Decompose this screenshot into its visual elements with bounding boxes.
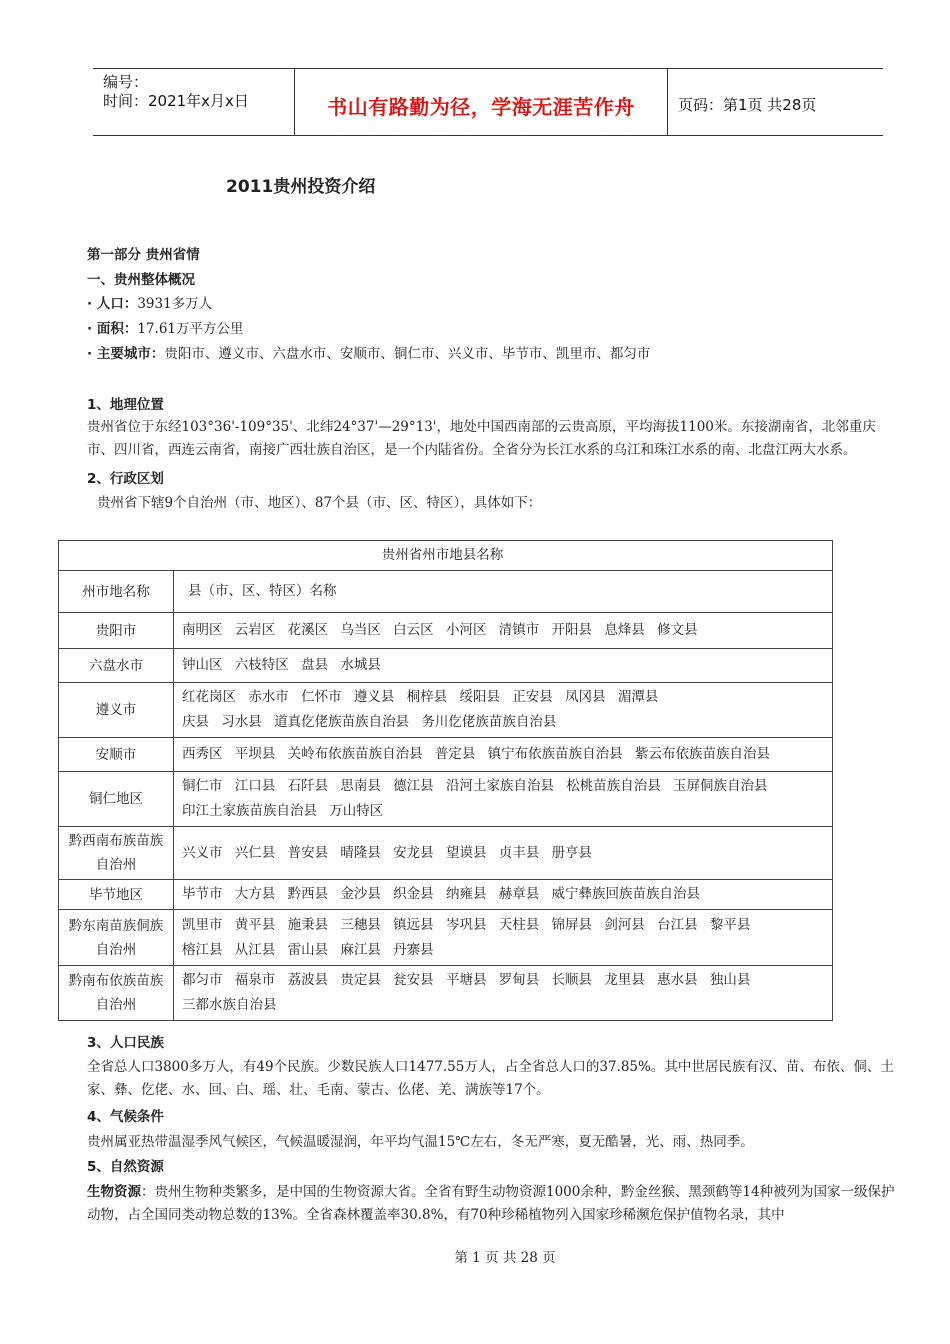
page-header	[93, 68, 883, 136]
county-line: 红花岗区 赤水市 仁怀市 遵义县 桐梓县 绥阳县 正安县 凤冈县 湄潭县	[182, 689, 659, 705]
geography-heading: 1、地理位置	[87, 397, 164, 413]
table-row	[59, 772, 833, 827]
county-line: 都匀市 福泉市 荔波县 贵定县 瓮安县 平塘县 罗甸县 长顺县 龙里县 惠水县 独山县	[182, 972, 751, 988]
region-counties	[174, 683, 833, 738]
region-counties	[174, 649, 833, 683]
resources-heading: 5、自然资源	[87, 1159, 164, 1175]
region-name: 黔西南布族苗族自治州	[59, 827, 174, 880]
county-line: 毕节市 大方县 黔西县 金沙县 织金县 纳雍县 赫章县 威宁彝族回族苗族自治县	[182, 886, 701, 902]
climate-text: 贵州属亚热带温湿季风气候区，气候温暖湿润，年平均气温15℃左右，冬无严寒，夏无酷暑，光、雨、热同季。	[87, 1134, 754, 1150]
region-counties	[174, 738, 833, 772]
cities-value: 贵阳市、遵义市、六盘水市、安顺市、铜仁市、兴义市、毕节市、凯里市、都匀市	[164, 346, 651, 362]
table-row	[59, 966, 833, 1021]
county-line: 凯里市 黄平县 施秉县 三穗县 镇远县 岑巩县 天柱县 锦屏县 剑河县 台江县 黎平县	[182, 916, 751, 933]
region-name: 贵阳市	[59, 613, 174, 649]
area-value: 17.61万平方公里	[137, 321, 244, 337]
region-name: 遵义市	[59, 683, 174, 738]
region-name: 铜仁地区	[59, 772, 174, 827]
admin-text: 贵州省下辖9个自治州（市、地区）、87个县（市、区、特区），具体如下：	[97, 495, 542, 511]
region-counties	[174, 772, 833, 827]
region-name: 黔南布依族苗族自治州	[59, 966, 174, 1021]
region-name: 六盘水市	[59, 649, 174, 683]
county-line: 榕江县 从江县 雷山县 麻江县 丹寨县	[182, 941, 434, 958]
population-heading: 3、人口民族	[87, 1035, 164, 1051]
header-page-info: 页码：第1页 共28页	[678, 96, 817, 114]
table-caption: 贵州省州市地县名称	[59, 541, 833, 571]
table-row	[59, 683, 833, 738]
bio-resources-label: 生物资源	[87, 1184, 141, 1200]
county-line: 铜仁市 江口县 石阡县 思南县 德江县 沿河土家族自治县 松桃苗族自治县 玉屏侗族自治县	[182, 778, 768, 794]
population-label: · 人口：	[87, 296, 138, 312]
cities-item	[87, 345, 650, 363]
header-meta	[103, 73, 249, 111]
county-line: 印江土家族苗族自治县 万山特区	[182, 803, 384, 819]
document-title: 2011贵州投资介绍	[226, 177, 376, 197]
table-row	[59, 649, 833, 683]
table-row	[59, 827, 833, 880]
region-name: 毕节地区	[59, 880, 174, 910]
county-line: 西秀区 平坝县 关岭布依族苗族自治县 普定县 镇宁布依族苗族自治县 紫云布依族苗族自治县	[182, 746, 770, 762]
climate-heading: 4、气候条件	[87, 1109, 164, 1125]
header-motto: 书山有路勤为径，学海无涯苦作舟	[327, 95, 635, 119]
cities-label: · 主要城市：	[87, 346, 165, 362]
population-value: 3931多万人	[137, 296, 213, 312]
table-caption-row	[59, 541, 833, 571]
county-line: 兴义市 兴仁县 普安县 晴隆县 安龙县 望谟县 贞丰县 册亨县	[182, 844, 593, 861]
region-counties	[174, 880, 833, 910]
county-line: 钟山区 六枝特区 盘县 水城县	[182, 657, 381, 673]
table-row	[59, 910, 833, 966]
region-counties	[174, 827, 833, 880]
number-label: 编号：	[103, 73, 149, 91]
divider	[667, 69, 668, 136]
overview-heading: 一、贵州整体概况	[87, 272, 195, 288]
bio-resources-body: ：贵州生物种类繁多，是中国的生物资源大省。全省有野生动物资源1000余种，黔金丝猴、黑颈鹤等14种被列为国家一级保护动物，占全国同类动物总数的13%。全省森林覆盖率30.8%，有70种珍稀植物列入国家珍稀濒危保护值物名录，其中	[87, 1184, 895, 1223]
page-footer: 第 1 页 共 28 页	[454, 1250, 556, 1266]
table-row	[59, 738, 833, 772]
table-row	[59, 880, 833, 910]
population-item	[87, 295, 212, 313]
area-item	[87, 320, 244, 338]
column-header-counties: 县（市、区、特区）名称	[174, 571, 833, 613]
county-line: 南明区 云岩区 花溪区 乌当区 白云区 小河区 清镇市 开阳县 息烽县 修文县	[182, 622, 698, 638]
county-line: 庆县 习水县 道真仡佬族苗族自治县 务川仡佬族苗族自治县	[182, 714, 557, 730]
region-counties	[174, 966, 833, 1021]
regions-table	[58, 540, 833, 1021]
county-line: 三都水族自治县	[182, 997, 277, 1013]
part1-heading: 第一部分 贵州省情	[87, 247, 200, 263]
table-row	[59, 613, 833, 649]
area-label: · 面积：	[87, 321, 138, 337]
region-name: 安顺市	[59, 738, 174, 772]
geography-text: 贵州省位于东经103°36'-109°35'、北纬24°37'—29°13'，地处中国西南部的云贵高原，平均海拔1100米。东接湖南省，北邻重庆市、四川省，西连云南省，南接广西壮族自治区，是一个内陆省份。全省分为长江水系的乌江和珠江水系的南、北盘江两大水系。	[87, 419, 876, 458]
time-label: 时间：2021年x月x日	[103, 92, 249, 110]
table-header-row	[59, 571, 833, 613]
region-name: 黔东南苗族侗族自治州	[59, 910, 174, 966]
population-text: 全省总人口3800多万人，有49个民族。少数民族人口1477.55万人，占全省总人口的37.85%。其中世居民族有汉、苗、布依、侗、土家、彝、仡佬、水、回、白、瑶、壮、毛南、蒙古、仫佬、羌、满族等17个。	[87, 1059, 894, 1098]
region-counties	[174, 613, 833, 649]
bio-resources-text	[87, 1181, 897, 1227]
admin-heading: 2、行政区划	[87, 471, 164, 487]
region-counties	[174, 910, 833, 966]
column-header-region: 州市地名称	[59, 571, 174, 613]
